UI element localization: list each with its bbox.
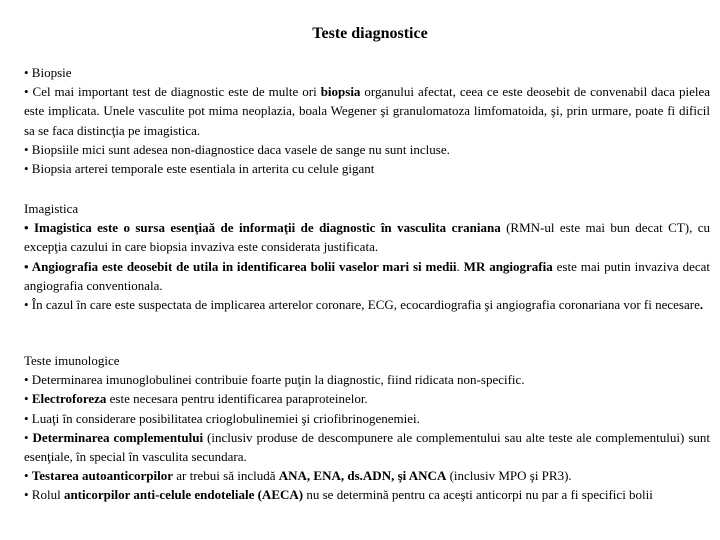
imunologice-section bbox=[24, 351, 710, 505]
biopsie-heading: • Biopsie bbox=[24, 65, 72, 80]
imunologice-paragraph-5: • Testarea autoanticorpilor ar trebui să includă ANA, ENA, ds.ADN, şi ANCA (inclusiv MPO şi PR3). bbox=[24, 468, 572, 484]
biopsie-section bbox=[24, 63, 710, 178]
imunologice-heading: Teste imunologice bbox=[24, 353, 120, 368]
imunologice-paragraph-1: • Determinarea imunoglobulinei contribuie foarte puţin la diagnostic, fiind ridicata non-specific. bbox=[24, 372, 525, 388]
imunologice-paragraph-6: • Rolul anticorpilor anti-celule endoteliale (AECA) nu se determină pentru ca aceşti anticorpi nu par a fi specifici bolii bbox=[24, 487, 653, 503]
imagistica-paragraph-1: • Imagistica este o sursa esenţiaă de informaţii de diagnostic în vasculita craniana (RMN-ul este mai bun decat CT), cu excepţia cazului in care biopsia invaziva este considerata justificata. bbox=[24, 220, 710, 255]
biopsie-paragraph-3: • Biopsia arterei temporale este esentiala in arterita cu celule gigant bbox=[24, 161, 375, 177]
imagistica-paragraph-3: • În cazul în care este suspectata de implicarea arterelor coronare, ECG, ecocardiografia şi angiografia coronariana vor fi necesare. bbox=[24, 297, 704, 313]
biopsie-paragraph-2: • Biopsiile mici sunt adesea non-diagnostice daca vasele de sange nu sunt incluse. bbox=[24, 141, 450, 157]
page-title: Teste diagnostice bbox=[312, 25, 428, 42]
imagistica-paragraph-2: • Angiografia este deosebit de utila in identificarea bolii vaselor mari si medii. MR angiografia este mai putin invaziva decat angiografia conventionala. bbox=[24, 258, 710, 293]
imunologice-paragraph-2: • Electroforeza este necesara pentru identificarea paraproteinelor. bbox=[24, 391, 368, 407]
imunologice-paragraph-4: • Determinarea complementului (inclusiv produse de descompunere ale complementului sau alte teste ale complementului) sunt esenţiale, în special în vasculita secundara. bbox=[24, 429, 710, 465]
biopsie-paragraph-1: • Cel mai important test de diagnostic este de multe ori biopsia organului afectat, ceea ce este deosebit de convenabil daca pielea este implicata. Unele vasculite pot mima neoplazia, boala Wegener şi granulomatoza limfomatoida, şi, prin urmare, poate fi dificil sa se faca distincţia pe imagistica. bbox=[24, 84, 710, 138]
imagistica-heading: Imagistica bbox=[24, 201, 79, 216]
imagistica-section bbox=[24, 199, 710, 314]
imunologice-paragraph-3: • Luaţi în considerare posibilitatea crioglobulinemiei şi criofibrinogenemiei. bbox=[24, 410, 420, 426]
